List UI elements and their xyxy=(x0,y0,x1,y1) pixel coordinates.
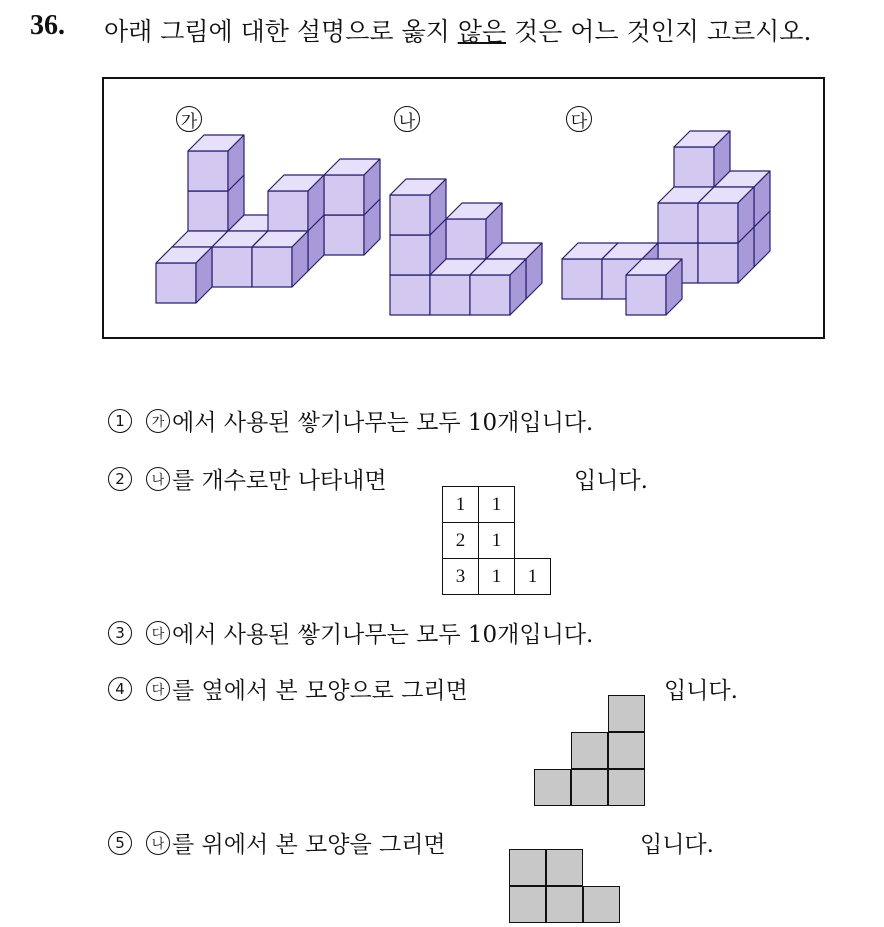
count-cell: 1 xyxy=(515,559,551,595)
choice-4-text: 를 옆에서 본 모양으로 그리면 xyxy=(172,678,468,704)
side-view-square xyxy=(571,769,608,806)
choice-5-text: 를 위에서 본 모양을 그리면 xyxy=(172,832,446,858)
count-cell: 1 xyxy=(479,487,515,523)
choice-5[interactable] xyxy=(108,826,446,859)
cube-front-face xyxy=(324,175,364,215)
top-view-square xyxy=(546,886,583,923)
cube-front-face xyxy=(390,235,430,275)
choice-2[interactable] xyxy=(108,462,387,495)
choice-2-tail: 입니다. xyxy=(574,468,648,494)
side-view-square xyxy=(608,732,645,769)
cube-front-face xyxy=(626,275,666,315)
top-view-square xyxy=(509,886,546,923)
top-view-square xyxy=(509,849,546,886)
choice-1-marker: 1 xyxy=(108,409,132,433)
top-view-square xyxy=(583,886,620,923)
side-view-square xyxy=(571,732,608,769)
figure-label-ga: 가 xyxy=(176,106,202,132)
cube-front-face xyxy=(698,243,738,283)
choice-1[interactable] xyxy=(108,404,593,437)
count-cell-empty xyxy=(515,487,551,523)
count-cell-empty xyxy=(515,523,551,559)
choice-2-text: 를 개수로만 나타내면 xyxy=(172,468,387,494)
figure-label-da: 다 xyxy=(566,106,592,132)
count-cell: 2 xyxy=(443,523,479,559)
side-view-square xyxy=(608,695,645,732)
count-table xyxy=(442,486,551,595)
figure-box xyxy=(102,77,825,339)
choice-4[interactable] xyxy=(108,672,468,705)
cube-illustration xyxy=(104,79,827,341)
cube-front-face xyxy=(658,203,698,243)
cube-front-face xyxy=(446,219,486,259)
choice-2-marker: 2 xyxy=(108,467,132,491)
question-text-before: 아래 그림에 대한 설명으로 옳지 xyxy=(104,17,458,46)
count-cell: 1 xyxy=(479,559,515,595)
choice-4-marker: 4 xyxy=(108,677,132,701)
cube-front-face xyxy=(674,147,714,187)
question-text-after: 것은 어느 것인지 고르시오. xyxy=(506,17,812,46)
cube-front-face xyxy=(430,275,470,315)
side-view-square xyxy=(534,769,571,806)
choice-3-text: 에서 사용된 쌓기나무는 모두 10개입니다. xyxy=(172,622,594,648)
cube-front-face xyxy=(252,247,292,287)
cube-front-face xyxy=(156,263,196,303)
choice-3-marker: 3 xyxy=(108,621,132,645)
count-cell: 1 xyxy=(443,487,479,523)
cube-front-face xyxy=(390,275,430,315)
cube-front-face xyxy=(188,151,228,191)
choice-4-ref: 다 xyxy=(146,677,170,701)
figure-label-na: 나 xyxy=(394,106,420,132)
cube-front-face xyxy=(188,191,228,231)
choice-5-tail: 입니다. xyxy=(640,832,714,858)
cube-front-face xyxy=(698,203,738,243)
question-text xyxy=(104,12,811,48)
count-cell: 3 xyxy=(443,559,479,595)
choice-2-ref: 나 xyxy=(146,467,170,491)
top-view-square xyxy=(546,849,583,886)
question-underlined-word: 않은 xyxy=(457,17,506,46)
choice-4-tail: 입니다. xyxy=(664,678,738,704)
cube-front-face xyxy=(470,275,510,315)
cube-front-face xyxy=(212,247,252,287)
question-number: 36. xyxy=(30,10,65,41)
choice-3[interactable] xyxy=(108,616,593,649)
cube-front-face xyxy=(390,195,430,235)
choice-3-ref: 다 xyxy=(146,621,170,645)
count-cell: 1 xyxy=(479,523,515,559)
choice-1-ref: 가 xyxy=(146,409,170,433)
side-view-square xyxy=(608,769,645,806)
choice-1-text: 에서 사용된 쌓기나무는 모두 10개입니다. xyxy=(172,410,594,436)
cube-front-face xyxy=(268,191,308,231)
cube-front-face xyxy=(562,259,602,299)
choice-5-ref: 나 xyxy=(146,831,170,855)
cube-front-face xyxy=(324,215,364,255)
choice-5-marker: 5 xyxy=(108,831,132,855)
